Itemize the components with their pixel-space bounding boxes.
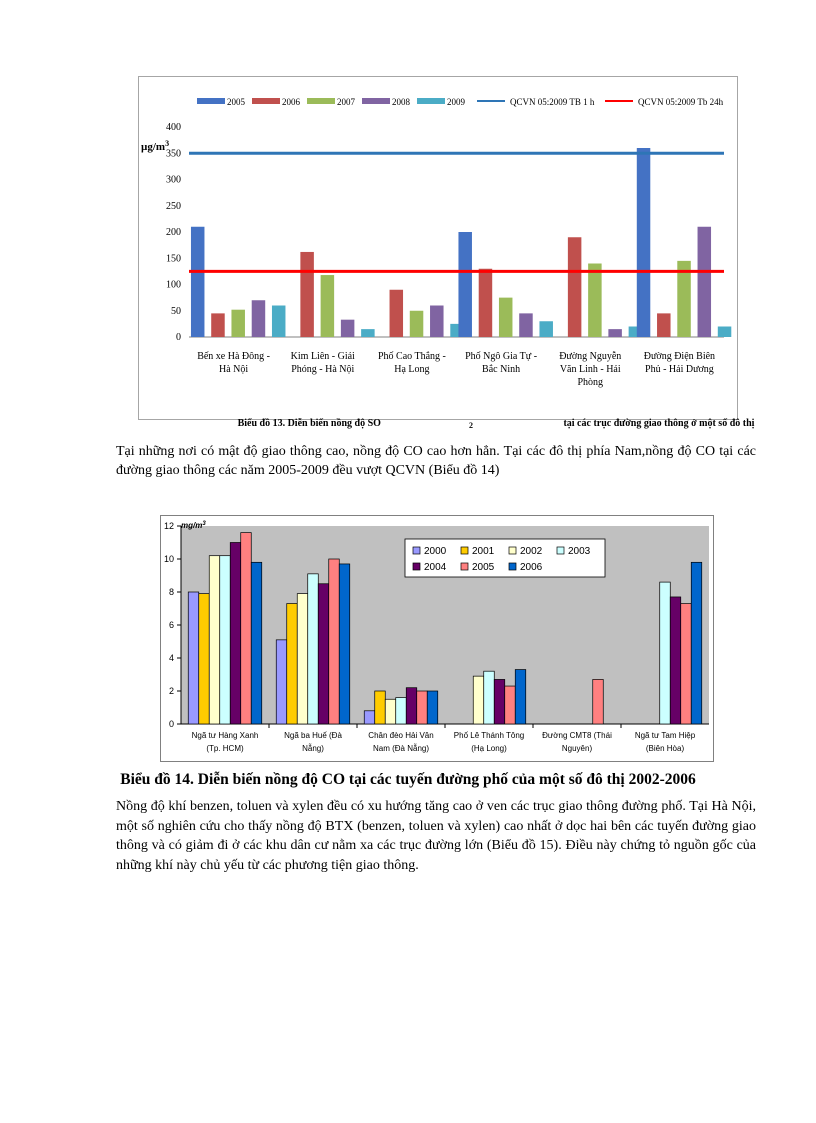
x-category-label: (Biên Hòa): [645, 744, 685, 753]
bar-2007: [231, 310, 245, 337]
bar-2007: [499, 298, 513, 337]
bar-2000: [188, 592, 199, 724]
bar-2005: [417, 691, 428, 724]
x-category-label: Phố Cao Thắng -: [377, 351, 446, 362]
bar-2005: [637, 148, 651, 337]
x-category-label: (Hạ Long): [471, 744, 507, 753]
bar-2004: [670, 597, 681, 724]
y-axis-unit: [141, 139, 169, 153]
y-unit-base: mg/m: [181, 521, 203, 530]
legend-label: 2009: [447, 97, 465, 107]
y-unit-exponent: 3: [165, 139, 170, 148]
bar-2006: [339, 564, 350, 724]
legend-label: 2008: [392, 97, 410, 107]
bar-2008: [252, 300, 266, 337]
legend-swatch-2001: [461, 547, 468, 554]
bar-2002: [385, 699, 396, 724]
bar-2006: [691, 562, 702, 724]
bar-2001: [287, 604, 298, 724]
legend-label: QCVN 05:2009 TB 1 h: [510, 97, 595, 107]
legend-swatch-2004: [413, 563, 420, 570]
x-category-label: Đường CMT8 (Thái: [542, 731, 612, 740]
bar-2009: [539, 321, 553, 337]
bar-2003: [308, 574, 319, 724]
legend-label: 2000: [424, 546, 447, 557]
x-category-label: Văn Linh - Hải: [559, 364, 621, 375]
x-category-label: (Tp. HCM): [206, 744, 244, 753]
caption1-subscript: 2: [468, 421, 473, 430]
bar-2008: [341, 320, 355, 337]
chart-co: [160, 515, 714, 762]
bar-2005: [593, 679, 604, 724]
bar-2005: [191, 227, 205, 337]
x-category-label: Phóng - Hà Nội: [291, 364, 355, 375]
bar-2003: [220, 556, 231, 724]
legend-label: 2006: [520, 562, 543, 573]
x-category-label: Bến xe Hà Đông -: [197, 351, 270, 362]
legend-label: 2005: [472, 562, 495, 573]
bar-2006: [251, 562, 262, 724]
bar-2005: [458, 232, 472, 337]
y-tick-label: 4: [168, 653, 174, 663]
bar-2002: [209, 556, 220, 724]
bar-2004: [230, 543, 241, 725]
chart-co-svg: [161, 516, 713, 761]
bar-2008: [608, 329, 622, 337]
chart-so2: [138, 76, 738, 420]
y-tick-label: 300: [166, 174, 181, 186]
bar-2006: [568, 237, 582, 337]
bar-2006: [390, 290, 404, 337]
x-category-label: Bắc Ninh: [482, 364, 521, 375]
x-category-label: Kim Liên - Giải: [290, 351, 355, 362]
y-tick-label: 200: [166, 227, 181, 238]
x-category-label: Phủ - Hải Dương: [645, 364, 714, 375]
legend-swatch-2009: [417, 98, 445, 104]
x-category-label: Phố Ngô Gia Tự -: [465, 351, 538, 362]
y-tick-label: 250: [166, 200, 181, 212]
bar-2003: [484, 671, 495, 724]
chart-so2-svg: [139, 77, 737, 419]
y-tick-label: 400: [166, 122, 181, 133]
y-tick-label: 50: [171, 305, 181, 317]
bar-2007: [410, 311, 424, 337]
bar-2009: [272, 306, 286, 338]
x-category-label: Chân đèo Hải Vân: [368, 731, 434, 740]
legend-swatch-2008: [362, 98, 390, 104]
y-tick-label: 12: [163, 521, 174, 531]
x-category-label: Phố Lê Thánh Tông: [453, 731, 525, 740]
paragraph-co-intro: Tại những nơi có mật độ giao thông cao, nồng độ CO cao hơn hẳn. Tại các đô thị phía Nam,nồng độ CO tại các đường giao thông các năm 2005-2009 đều vượt QCVN (Biểu đồ 14): [116, 444, 756, 478]
x-category-label: Ngã ba Huế (Đà: [284, 731, 342, 740]
bar-2006: [657, 313, 671, 337]
y-tick-label: 10: [163, 554, 174, 564]
legend-label: 2003: [568, 546, 591, 557]
legend-swatch-2006: [252, 98, 280, 104]
bar-2004: [318, 584, 329, 724]
bar-2008: [430, 306, 444, 338]
y-tick-label: 8: [168, 587, 174, 597]
legend-label: 2004: [424, 562, 447, 573]
bar-2009: [361, 329, 375, 337]
y-unit-exponent: 3: [202, 521, 206, 527]
bar-2004: [494, 679, 505, 724]
bar-2005: [329, 559, 340, 724]
legend-swatch-2007: [307, 98, 335, 104]
caption1-rest: tại các trục đường giao thông ở một số đô thị: [560, 418, 755, 429]
bar-2002: [297, 594, 308, 724]
legend-swatch-2005: [461, 563, 468, 570]
bar-2003: [396, 698, 407, 724]
x-category-label: Phòng: [577, 377, 604, 388]
legend-swatch-2006: [509, 563, 516, 570]
bar-2004: [406, 688, 417, 724]
y-tick-label: 350: [166, 148, 181, 160]
caption1-main: Biểu đồ 13. Diễn biến nồng độ SO: [237, 418, 381, 429]
x-category-label: Nguyên): [561, 744, 593, 753]
legend-swatch-2003: [557, 547, 564, 554]
bar-2006: [300, 252, 314, 337]
legend-swatch-2000: [413, 547, 420, 554]
legend-label: 2002: [520, 546, 543, 557]
x-category-label: Ngã tư Hàng Xanh: [191, 731, 259, 740]
bar-2009: [718, 327, 732, 338]
x-category-label: Ngã tư Tam Hiệp: [634, 731, 696, 740]
x-category-label: Đường Điện Biên: [643, 351, 716, 362]
bar-2005: [681, 604, 692, 724]
legend-label: QCVN 05:2009 Tb 24h: [638, 97, 724, 107]
chart-so2-caption: [0, 418, 816, 430]
legend-label: 2007: [337, 97, 355, 107]
y-tick-label: 100: [166, 279, 181, 291]
legend-label: 2005: [227, 97, 245, 107]
bar-2006: [479, 269, 493, 337]
y-tick-label: 0: [168, 719, 174, 729]
bar-2006: [515, 670, 526, 724]
x-category-label: Hà Nội: [218, 364, 249, 375]
legend-label: 2006: [282, 97, 300, 107]
bar-2005: [505, 686, 516, 724]
legend-swatch-2005: [197, 98, 225, 104]
y-tick-label: 2: [168, 686, 174, 696]
bar-2000: [364, 711, 375, 724]
bar-2008: [698, 227, 712, 337]
bar-2007: [588, 264, 602, 338]
bar-2008: [519, 313, 533, 337]
y-tick-label: 6: [168, 620, 174, 630]
bar-2005: [241, 533, 252, 724]
bar-2001: [375, 691, 386, 724]
chart-co-caption: Biểu đồ 14. Diễn biến nồng độ CO tại các tuyến đường phố của một số đô thị 2002-2006: [120, 771, 696, 788]
bar-2002: [473, 676, 484, 724]
paragraph-btx: Nồng độ khí benzen, toluen và xylen đều có xu hướng tăng cao ở ven các trục giao thông đường phố. Tại Hà Nội, một số nghiên cứu cho thấy nồng độ BTX (benzen, toluen và xylen) cao nhất ở dọc hai bên các tuyến đường giao thông và có giảm đi ở các khu dân cư nằm xa các trục đường lớn (Biểu đồ 15). Điều này chứng tỏ nguồn gốc của những khí này chủ yếu từ các phương tiện giao thông.: [116, 799, 756, 873]
bar-2001: [199, 594, 210, 724]
y-unit-base: µg/m: [141, 141, 166, 153]
x-category-label: Nam (Đà Nẵng): [372, 744, 430, 753]
y-tick-label: 0: [176, 332, 181, 343]
bar-2006: [211, 313, 225, 337]
y-tick-label: 150: [166, 253, 181, 265]
bar-2000: [276, 640, 287, 724]
x-category-label: Đường Nguyễn: [559, 351, 622, 362]
legend-swatch-2002: [509, 547, 516, 554]
x-category-label: Nẵng): [302, 744, 324, 753]
bar-2007: [321, 275, 335, 337]
bar-2003: [660, 582, 671, 724]
legend-label: 2001: [472, 546, 495, 557]
bar-2006: [427, 691, 438, 724]
x-category-label: Hạ Long: [394, 364, 430, 375]
